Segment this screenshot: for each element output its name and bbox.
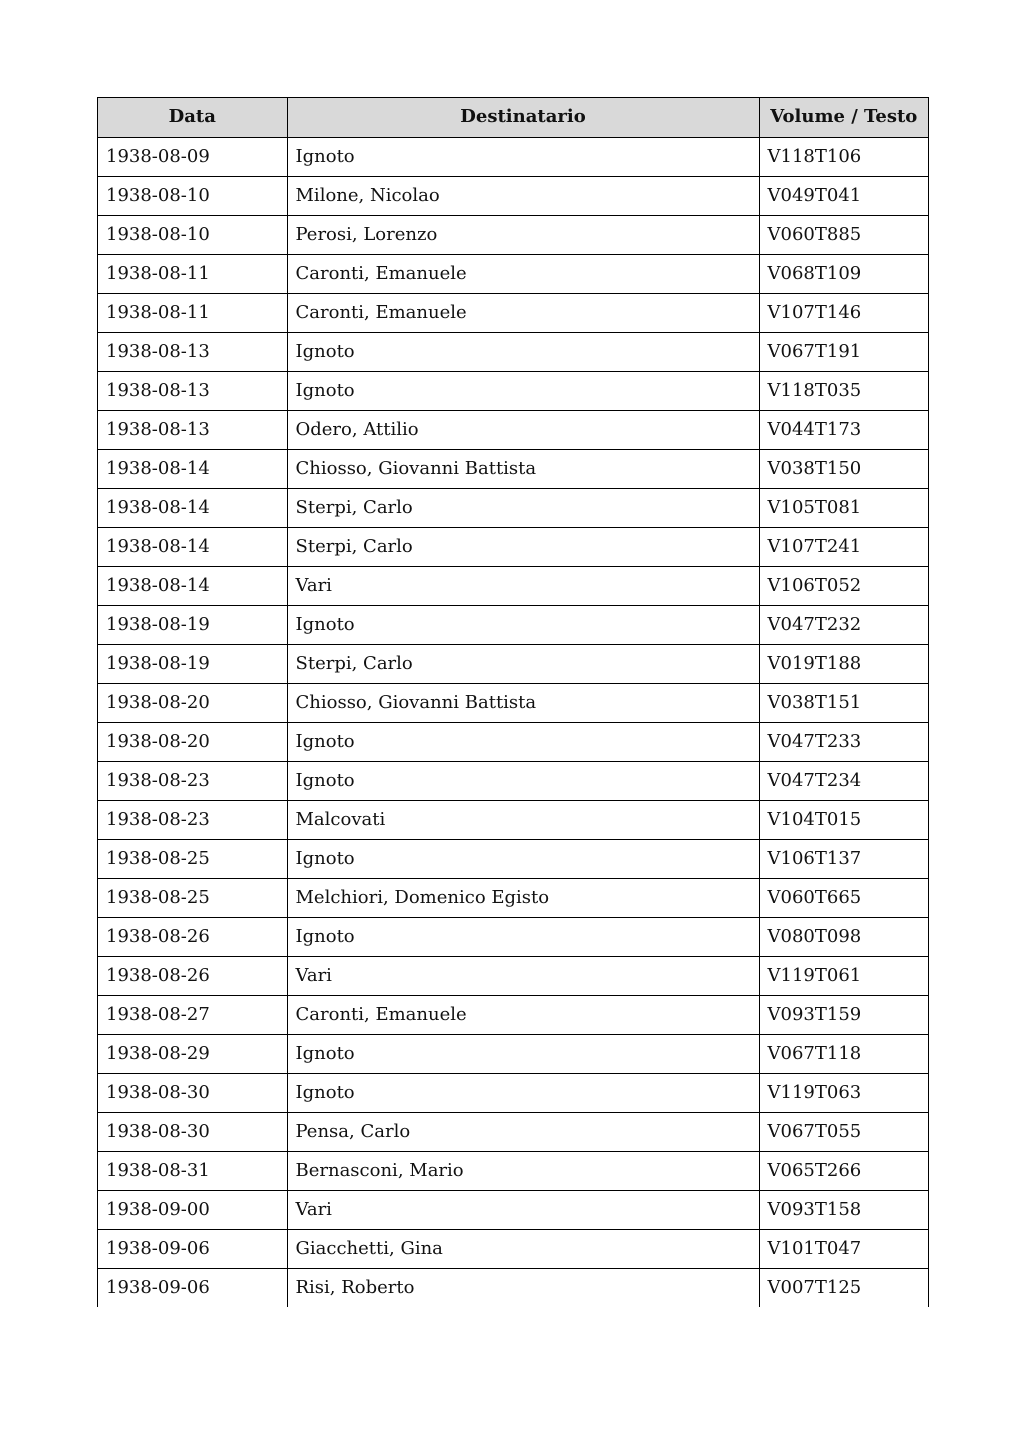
cell-date: 1938-08-13: [98, 410, 287, 449]
cell-recipient: Perosi, Lorenzo: [287, 215, 759, 254]
table-body: [98, 137, 928, 1307]
table-row: [98, 761, 928, 800]
table-header-row: [98, 98, 928, 137]
cell-recipient: Pensa, Carlo: [287, 1112, 759, 1151]
cell-volume-text: V068T109: [759, 254, 928, 293]
cell-date: 1938-08-26: [98, 917, 287, 956]
cell-date: 1938-08-31: [98, 1151, 287, 1190]
cell-date: 1938-09-06: [98, 1268, 287, 1307]
column-header-recipient: Destinatario: [287, 98, 759, 137]
cell-date: 1938-08-10: [98, 176, 287, 215]
column-header-volume-text: Volume / Testo: [759, 98, 928, 137]
cell-volume-text: V093T159: [759, 995, 928, 1034]
cell-date: 1938-08-26: [98, 956, 287, 995]
cell-recipient: Vari: [287, 566, 759, 605]
cell-date: 1938-08-30: [98, 1112, 287, 1151]
cell-date: 1938-08-20: [98, 683, 287, 722]
cell-recipient: Melchiori, Domenico Egisto: [287, 878, 759, 917]
table-row: [98, 215, 928, 254]
cell-recipient: Chiosso, Giovanni Battista: [287, 683, 759, 722]
cell-volume-text: V093T158: [759, 1190, 928, 1229]
cell-volume-text: V106T052: [759, 566, 928, 605]
cell-volume-text: V101T047: [759, 1229, 928, 1268]
cell-recipient: Ignoto: [287, 332, 759, 371]
cell-volume-text: V118T035: [759, 371, 928, 410]
cell-date: 1938-09-06: [98, 1229, 287, 1268]
cell-volume-text: V107T241: [759, 527, 928, 566]
cell-volume-text: V065T266: [759, 1151, 928, 1190]
cell-recipient: Milone, Nicolao: [287, 176, 759, 215]
cell-recipient: Risi, Roberto: [287, 1268, 759, 1307]
cell-recipient: Caronti, Emanuele: [287, 254, 759, 293]
table-row: [98, 1229, 928, 1268]
cell-volume-text: V067T118: [759, 1034, 928, 1073]
cell-volume-text: V060T885: [759, 215, 928, 254]
cell-recipient: Sterpi, Carlo: [287, 488, 759, 527]
cell-date: 1938-08-11: [98, 254, 287, 293]
cell-date: 1938-08-19: [98, 605, 287, 644]
cell-recipient: Ignoto: [287, 1073, 759, 1112]
cell-recipient: Ignoto: [287, 761, 759, 800]
table-row: [98, 566, 928, 605]
cell-date: 1938-08-25: [98, 878, 287, 917]
cell-date: 1938-08-13: [98, 371, 287, 410]
cell-volume-text: V060T665: [759, 878, 928, 917]
cell-recipient: Malcovati: [287, 800, 759, 839]
cell-recipient: Ignoto: [287, 605, 759, 644]
cell-recipient: Bernasconi, Mario: [287, 1151, 759, 1190]
table-row: [98, 449, 928, 488]
table-row: [98, 1190, 928, 1229]
cell-volume-text: V080T098: [759, 917, 928, 956]
cell-recipient: Ignoto: [287, 371, 759, 410]
table-row: [98, 644, 928, 683]
cell-recipient: Ignoto: [287, 137, 759, 176]
cell-date: 1938-08-20: [98, 722, 287, 761]
cell-recipient: Sterpi, Carlo: [287, 527, 759, 566]
cell-date: 1938-08-11: [98, 293, 287, 332]
cell-volume-text: V047T232: [759, 605, 928, 644]
cell-date: 1938-08-23: [98, 800, 287, 839]
table-row: [98, 1034, 928, 1073]
table-row: [98, 995, 928, 1034]
cell-volume-text: V118T106: [759, 137, 928, 176]
cell-recipient: Vari: [287, 1190, 759, 1229]
table-row: [98, 722, 928, 761]
cell-date: 1938-08-14: [98, 449, 287, 488]
table-row: [98, 683, 928, 722]
table-row: [98, 137, 928, 176]
cell-volume-text: V007T125: [767, 1276, 862, 1298]
table-row: [98, 605, 928, 644]
table-row: [98, 488, 928, 527]
cell-volume-text: V044T173: [759, 410, 928, 449]
cell-date: 1938-09-00: [98, 1190, 287, 1229]
cell-date: 1938-08-29: [98, 1034, 287, 1073]
table-row: [98, 878, 928, 917]
table-row: [98, 956, 928, 995]
table-row: [98, 176, 928, 215]
cell-volume-text: V067T055: [759, 1112, 928, 1151]
table-row: [98, 254, 928, 293]
cell-volume-text: V038T150: [759, 449, 928, 488]
table-row: [98, 917, 928, 956]
cell-recipient: Caronti, Emanuele: [287, 293, 759, 332]
cell-date: 1938-08-27: [98, 995, 287, 1034]
cell-recipient: Chiosso, Giovanni Battista: [287, 449, 759, 488]
cell-date: 1938-08-13: [98, 332, 287, 371]
table-row: [98, 1112, 928, 1151]
cell-recipient: Ignoto: [287, 722, 759, 761]
cell-volume-text: V119T063: [759, 1073, 928, 1112]
cell-volume-text: V019T188: [759, 644, 928, 683]
column-header-date: Data: [98, 98, 287, 137]
cell-volume-text: V047T234: [759, 761, 928, 800]
cell-date: 1938-08-30: [98, 1073, 287, 1112]
cell-volume-text: V107T146: [759, 293, 928, 332]
cell-date: 1938-08-10: [98, 215, 287, 254]
table-row: [98, 332, 928, 371]
cell-volume-text: V119T061: [759, 956, 928, 995]
table-row: [98, 839, 928, 878]
cell-volume-text: V038T151: [759, 683, 928, 722]
cell-recipient: Sterpi, Carlo: [287, 644, 759, 683]
table-row: [98, 410, 928, 449]
table-row: [98, 1151, 928, 1190]
cell-volume-text: V067T191: [759, 332, 928, 371]
table-row: [98, 1268, 928, 1307]
cell-volume-text: V105T081: [759, 488, 928, 527]
cell-date: 1938-08-23: [98, 761, 287, 800]
cell-date: 1938-08-19: [98, 644, 287, 683]
cell-recipient: Ignoto: [287, 1034, 759, 1073]
cell-recipient: Giacchetti, Gina: [287, 1229, 759, 1268]
letters-table: [98, 98, 928, 1307]
cell-date: 1938-08-14: [98, 488, 287, 527]
cell-date: 1938-08-25: [98, 839, 287, 878]
cell-recipient: Vari: [287, 956, 759, 995]
table-row: [98, 1073, 928, 1112]
cell-recipient: Ignoto: [287, 839, 759, 878]
cell-date: 1938-08-14: [98, 527, 287, 566]
cell-date: 1938-08-09: [98, 137, 287, 176]
cell-volume-text: V049T041: [759, 176, 928, 215]
cell-volume-text: V104T015: [759, 800, 928, 839]
table-row: [98, 293, 928, 332]
table-row: [98, 371, 928, 410]
cell-recipient: Ignoto: [287, 917, 759, 956]
table-row: [98, 527, 928, 566]
cell-recipient: Odero, Attilio: [287, 410, 759, 449]
cell-volume-text: V106T137: [759, 839, 928, 878]
cell-date: 1938-08-14: [98, 566, 287, 605]
letters-table-container: [97, 97, 929, 1307]
cell-volume-text: V047T233: [759, 722, 928, 761]
cell-recipient: Caronti, Emanuele: [287, 995, 759, 1034]
table-row: [98, 800, 928, 839]
